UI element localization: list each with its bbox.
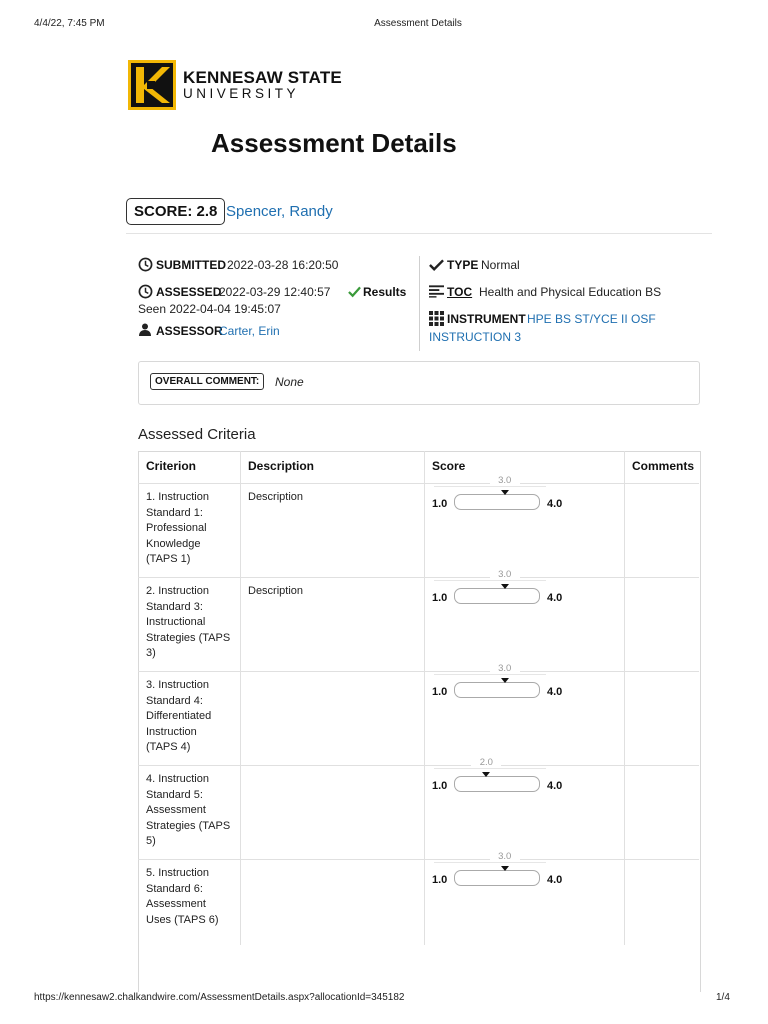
column-header-criterion: Criterion [146,459,197,473]
score-value-label: 2.0 [471,757,501,768]
user-icon [139,323,151,341]
check-icon [348,285,361,303]
toc-value: Health and Physical Education BS [479,285,662,299]
page-title: Assessment Details [211,128,457,158]
score-range-line [434,674,546,675]
column-header-score: Score [432,459,466,473]
score-min-label: 1.0 [432,874,448,886]
submitted-value: 2022-03-28 16:20:50 [227,258,339,272]
print-url: https://kennesaw2.chalkandwire.com/AssessmentDetails.aspx?allocationId=345182 [34,992,405,1003]
score-range-line [434,862,546,863]
check-icon [429,258,444,276]
assessed-label: ASSESSED [156,285,222,299]
score-range-line [434,486,546,487]
score-max-label: 4.0 [547,592,563,604]
criterion-text: 3. Instruction Standard 4: Differentiated Instruction (TAPS 4) [146,679,212,753]
criterion-text: 4. Instruction Standard 5: Assessment Strategies (TAPS 5) [146,773,231,847]
clock-icon [138,284,153,304]
instrument-link-line2[interactable]: INSTRUCTION 3 [429,330,522,344]
column-header-comments: Comments [632,459,695,473]
instrument-label: INSTRUMENT [447,312,526,326]
score-min-label: 1.0 [432,686,448,698]
criterion-text: 1. Instruction Standard 1: Professional Knowledge (TAPS 1) [146,491,209,565]
divider [126,233,712,234]
score-range-line [434,580,546,581]
student-name-link[interactable]: Spencer, Randy [226,203,333,220]
criterion-description: Description [248,491,304,503]
assessor-link[interactable]: Carter, Erin [219,324,280,338]
score-range-line [434,768,546,769]
score-max-label: 4.0 [547,498,563,510]
results-label: Results [363,285,407,299]
type-label: TYPE [447,258,479,272]
ksu-logo-icon [128,60,176,110]
score-value-label: 3.0 [490,569,520,580]
score-marker-icon [501,584,509,589]
score-min-label: 1.0 [432,498,448,510]
type-value: Normal [481,258,520,272]
score-max-label: 4.0 [547,686,563,698]
score-slider [454,682,540,698]
assessed-criteria-heading: Assessed Criteria [138,426,256,443]
logo-text-kennesaw: KENNESAW STATE [183,68,342,87]
criterion-text: 2. Instruction Standard 3: Instructional Strategies (TAPS 3) [146,585,231,659]
score-slider [454,494,540,510]
score-slider [454,588,540,604]
score-value-label: 3.0 [490,851,520,862]
score-slider [454,776,540,792]
score-max-label: 4.0 [547,874,563,886]
print-datetime: 4/4/22, 7:45 PM [34,18,105,29]
results-seen: Seen 2022-04-04 19:45:07 [138,302,281,316]
submitted-label: SUBMITTED [156,258,226,272]
score-min-label: 1.0 [432,592,448,604]
score-marker-icon [501,490,509,495]
overall-comment-value: None [275,375,304,389]
instrument-link-line1[interactable]: HPE BS ST/YCE II OSF [527,312,656,326]
criterion-text: 5. Instruction Standard 6: Assessment Uses (TAPS 6) [146,867,219,926]
score-marker-icon [501,866,509,871]
logo-text-university: UNIVERSITY [183,86,300,101]
assessor-label: ASSESSOR [156,324,223,338]
score-max-label: 4.0 [547,780,563,792]
score-marker-icon [501,678,509,683]
overall-comment-label: OVERALL COMMENT: [150,373,264,390]
score-value-label: 3.0 [490,475,520,486]
score-min-label: 1.0 [432,780,448,792]
grid-icon [429,311,444,331]
toc-label: TOC [447,285,473,299]
clock-icon [138,257,153,277]
score-slider [454,870,540,886]
print-title: Assessment Details [374,18,462,29]
score-value-label: 3.0 [490,663,520,674]
column-header-description: Description [248,459,315,473]
criterion-description: Description [248,585,304,597]
meta-divider [419,256,420,351]
print-page-number: 1/4 [716,992,730,1003]
score-marker-icon [482,772,490,777]
score-badge: SCORE: 2.8 [126,198,225,225]
assessed-value: 2022-03-29 12:40:57 [219,285,331,299]
list-icon [429,284,444,303]
